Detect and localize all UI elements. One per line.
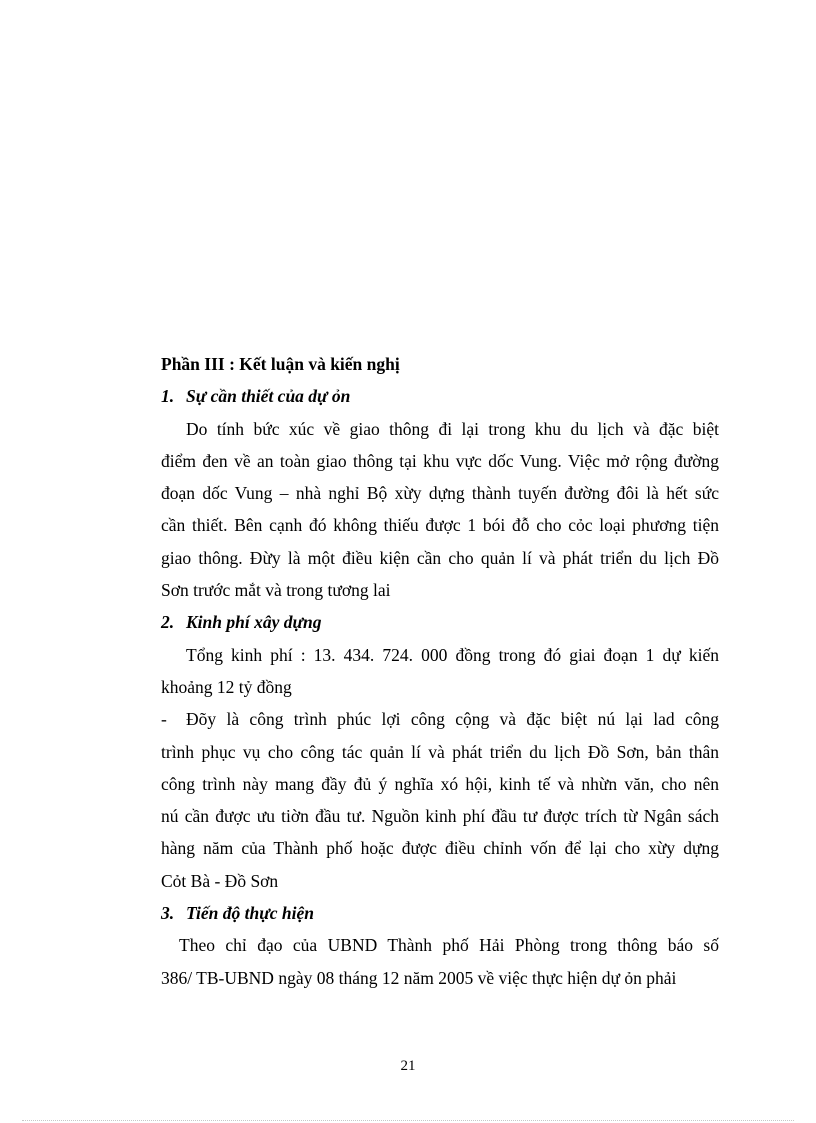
document-body [161, 348, 719, 994]
bullet-marker: - [161, 709, 167, 730]
subsection-3-heading [161, 897, 719, 929]
page-bottom-divider [22, 1120, 794, 1121]
subsection-2-paragraph [161, 639, 719, 704]
section-heading: Phần III : Kết luận và kiến nghị [161, 354, 400, 374]
subsection-number: 3. [161, 903, 175, 924]
paragraph-line: Đõy là công trình phúc lợi công cộng và đặc biệt nú lại lad công [186, 709, 719, 730]
subsection-1-paragraph [161, 413, 719, 607]
paragraph-line: công trình này mang đầy đủ ý nghĩa xó hội, kinh tế và nhừn văn, cho nên [161, 773, 719, 794]
subsection-title: Tiến độ thực hiện [186, 903, 314, 924]
paragraph-line: trình phục vụ cho công tác quản lí và phát triển du lịch Đồ Sơn, bản thân [161, 741, 719, 762]
paragraph-line: giao thông. Đừy là một điều kiện cần cho quản lí và phát triển du lịch Đồ [161, 547, 719, 568]
paragraph-line: điểm đen về an toàn giao thông tại khu vực dốc Vung. Việc mở rộng đường [161, 450, 719, 471]
bullet-paragraph [161, 703, 719, 897]
paragraph-line: đoạn dốc Vung – nhà nghỉ Bộ xừy dựng thành tuyến đường đôi là hết sức [161, 483, 719, 504]
page-number: 21 [400, 1058, 416, 1074]
paragraph-line: khoảng 12 tỷ đồng [161, 676, 292, 697]
paragraph-line: Tổng kinh phí : 13. 434. 724. 000 đồng trong đó giai đoạn 1 dự kiến [186, 644, 719, 665]
paragraph-line: nú cần được ưu tiờn đầu tư. Nguồn kinh phí đầu tư được trích từ Ngân sách [161, 806, 719, 827]
paragraph-line: Do tính bức xúc về giao thông đi lại trong khu du lịch và đặc biệt [186, 418, 719, 439]
paragraph-line: 386/ TB-UBND ngày 08 tháng 12 năm 2005 về việc thực hiện dự ỏn phải [161, 967, 677, 988]
subsection-number: 1. [161, 386, 175, 407]
subsection-1-heading [161, 380, 719, 412]
subsection-number: 2. [161, 612, 175, 633]
subsection-3-paragraph [161, 929, 719, 994]
paragraph-line: Sơn trước mắt và trong tương lai [161, 580, 391, 601]
subsection-2-heading [161, 606, 719, 638]
subsection-title: Kinh phí xây dựng [186, 612, 322, 633]
subsection-title: Sự cần thiết của dự ỏn [186, 386, 351, 407]
paragraph-line: Cỏt Bà - Đồ Sơn [161, 870, 279, 891]
paragraph-line: hàng năm của Thành phố hoặc được điều chỉnh vốn để lại cho xừy dựng [161, 838, 719, 859]
paragraph-line: cần thiết. Bên cạnh đó không thiếu được 1 bói đỗ cho cỏc loại phương tiện [161, 515, 719, 536]
paragraph-line: Theo chỉ đạo của UBND Thành phố Hải Phòng trong thông báo số [179, 935, 719, 956]
